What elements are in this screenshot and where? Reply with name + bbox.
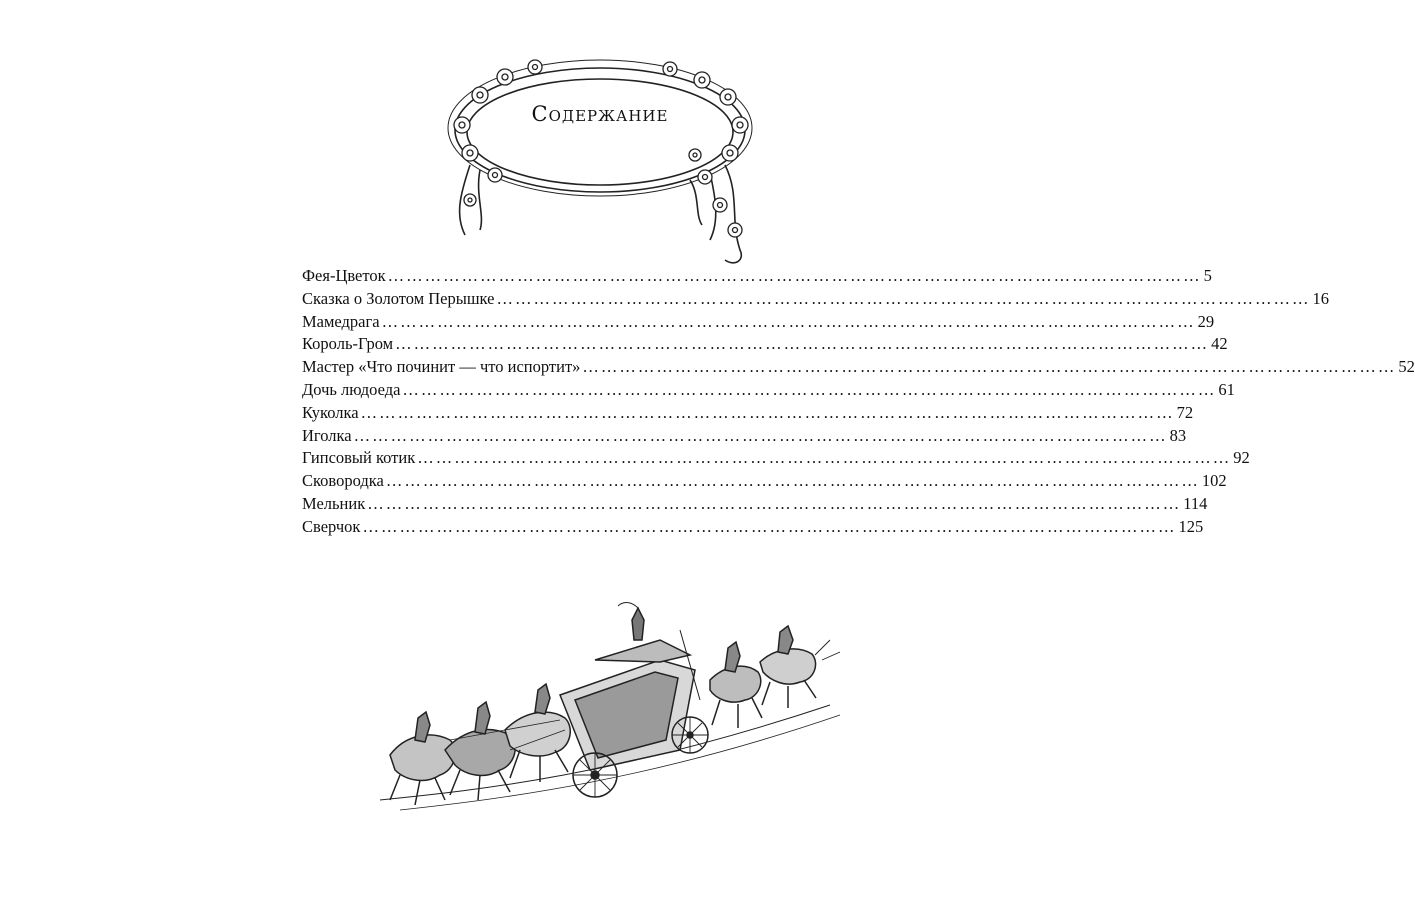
toc-entry-title: Иголка	[302, 425, 352, 445]
dot-leader: ……………………………………………………………………………………………………………………	[417, 448, 1232, 468]
toc-entry-title: Сковородка	[302, 471, 384, 491]
dot-leader: ……………………………………………………………………………………………………………………	[582, 357, 1397, 377]
table-of-contents	[302, 265, 1415, 539]
carriage-illustration	[360, 600, 860, 830]
toc-entry-page: 16	[1312, 288, 1329, 308]
toc-entry-title: Гипсовый котик	[302, 448, 416, 468]
dot-leader: ……………………………………………………………………………………………………………………	[395, 334, 1210, 354]
toc-heading: Содержание	[531, 102, 669, 126]
toc-entry[interactable]	[302, 470, 1227, 493]
dot-leader: ……………………………………………………………………………………………………………………	[387, 266, 1202, 285]
toc-entry[interactable]	[302, 447, 1250, 470]
toc-entry-page: 42	[1211, 334, 1228, 354]
dot-leader: ……………………………………………………………………………………………………………………	[360, 402, 1175, 422]
toc-entry[interactable]	[302, 356, 1415, 379]
toc-entry-page: 92	[1233, 448, 1250, 468]
dot-leader: ……………………………………………………………………………………………………………………	[353, 425, 1168, 445]
toc-entry-page: 61	[1218, 379, 1235, 399]
toc-entry-page: 52	[1398, 357, 1415, 377]
toc-entry-page: 102	[1201, 471, 1227, 491]
toc-entry[interactable]	[302, 288, 1329, 311]
toc-entry-title: Мамедрага	[302, 311, 380, 331]
toc-entry-page: 83	[1169, 425, 1187, 445]
toc-entry-title: Дочь людоеда	[302, 379, 401, 399]
rose-wreath-illustration	[440, 55, 765, 275]
toc-entry-page: 5	[1203, 266, 1212, 285]
toc-entry-page: 29	[1197, 311, 1215, 331]
dot-leader: ……………………………………………………………………………………………………………………	[385, 471, 1200, 491]
toc-entry[interactable]	[302, 311, 1215, 334]
toc-entry[interactable]	[302, 265, 1212, 288]
dot-leader: ……………………………………………………………………………………………………………………	[496, 288, 1311, 308]
toc-entry-title: Мастер «Что починит — что испортит»	[302, 357, 581, 377]
dot-leader: ……………………………………………………………………………………………………………………	[402, 379, 1217, 399]
dot-leader: ……………………………………………………………………………………………………………………	[362, 516, 1177, 536]
toc-entry-page: 125	[1178, 516, 1204, 536]
toc-entry-title: Сказка о Золотом Перышке	[302, 288, 495, 308]
toc-entry-title: Куколка	[302, 402, 359, 422]
toc-entry[interactable]	[302, 425, 1187, 448]
toc-entry[interactable]	[302, 516, 1204, 539]
toc-entry-page: 72	[1176, 402, 1194, 422]
toc-entry-title: Мельник	[302, 493, 366, 513]
toc-entry[interactable]	[302, 402, 1194, 425]
toc-entry[interactable]	[302, 333, 1228, 356]
toc-entry[interactable]	[302, 493, 1208, 516]
toc-entry-page: 114	[1183, 493, 1208, 513]
toc-entry[interactable]	[302, 379, 1235, 402]
toc-entry-title: Король-Гром	[302, 334, 394, 354]
toc-entry-title: Фея-Цветок	[302, 266, 386, 285]
dot-leader: ……………………………………………………………………………………………………………………	[381, 311, 1196, 331]
dot-leader: ……………………………………………………………………………………………………………………	[367, 493, 1182, 513]
toc-entry-title: Сверчок	[302, 516, 361, 536]
